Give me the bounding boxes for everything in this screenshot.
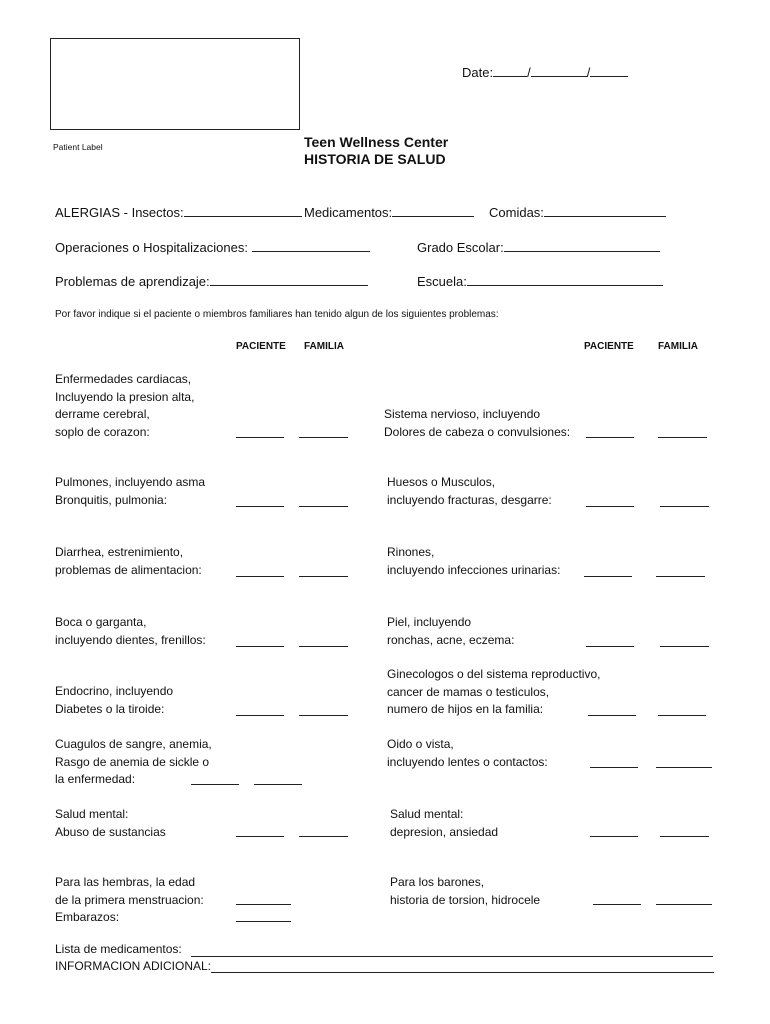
date-day-blank[interactable] xyxy=(531,65,587,77)
clinic-title: Teen Wellness Center xyxy=(304,134,449,150)
endocrine-family-blank[interactable] xyxy=(299,715,348,716)
additional-info-blank[interactable] xyxy=(211,972,714,973)
mental-patient-blank[interactable] xyxy=(590,836,638,837)
medications-allergy-field[interactable] xyxy=(304,205,474,220)
skin-family-blank[interactable] xyxy=(660,646,709,647)
school-blank[interactable] xyxy=(467,274,663,286)
date-field[interactable] xyxy=(462,65,628,80)
grade-label: Grado Escolar: xyxy=(417,240,504,255)
grade-field[interactable] xyxy=(417,240,660,255)
condition-right-skin: Piel, incluyendo ronchas, acne, eczema: xyxy=(387,615,515,647)
mouth-family-blank[interactable] xyxy=(299,646,348,647)
condition-right-gynecology: Ginecologos o del sistema reproductivo, cancer de mamas o testiculos, numero de hijos en la familia: xyxy=(387,667,601,716)
condition-right-kidneys: Rinones, incluyendo infecciones urinarias: xyxy=(387,545,561,577)
bones-family-blank[interactable] xyxy=(660,506,709,507)
school-label: Escuela: xyxy=(417,274,467,289)
learning-field[interactable] xyxy=(55,274,368,289)
condition-right-mental: Salud mental: depresion, ansiedad xyxy=(390,807,499,839)
kidneys-family-blank[interactable] xyxy=(656,576,705,577)
gyn-family-blank[interactable] xyxy=(658,715,706,716)
kidneys-patient-blank[interactable] xyxy=(584,576,632,577)
condition-left-lungs: Pulmones, incluyendo asma Bronquitis, pulmonia: xyxy=(55,475,206,507)
condition-right-ear-eye: Oido o vista, incluyendo lentes o contactos: xyxy=(387,737,548,769)
nervous-patient-blank[interactable] xyxy=(586,437,634,438)
lungs-family-blank[interactable] xyxy=(299,506,348,507)
condition-left-heart: Enfermedades cardiacas, Incluyendo la presion alta, derrame cerebral, soplo de corazon: xyxy=(55,372,195,439)
condition-left-blood: Cuagulos de sangre, anemia, Rasgo de anemia de sickle o la enfermedad: xyxy=(55,737,212,786)
bones-patient-blank[interactable] xyxy=(586,506,634,507)
pregnancies-blank[interactable] xyxy=(236,921,291,922)
col-family-right: FAMILIA xyxy=(658,341,698,352)
foods-allergy-field[interactable] xyxy=(489,205,666,220)
digestive-family-blank[interactable] xyxy=(299,576,348,577)
medication-list-blank[interactable] xyxy=(191,956,713,957)
school-field[interactable] xyxy=(417,274,663,289)
condition-left-females: Para las hembras, la edad de la primera menstruacion: Embarazos: xyxy=(55,875,204,924)
mouth-patient-blank[interactable] xyxy=(236,646,284,647)
condition-left-endocrine: Endocrino, incluyendo Diabetes o la tiroide: xyxy=(55,684,174,716)
instruction-text: Por favor indique si el paciente o miembros familiares han tenido algun de los siguientes problemas: xyxy=(55,309,499,320)
operations-blank[interactable] xyxy=(252,240,370,252)
heart-patient-blank[interactable] xyxy=(236,437,284,438)
condition-left-digestive: Diarrhea, estrenimiento, problemas de alimentacion: xyxy=(55,545,202,577)
substance-family-blank[interactable] xyxy=(299,836,348,837)
skin-patient-blank[interactable] xyxy=(586,646,634,647)
blood-patient-blank[interactable] xyxy=(191,784,239,785)
substance-patient-blank[interactable] xyxy=(236,836,284,837)
nervous-family-blank[interactable] xyxy=(658,437,707,438)
ear-eye-family-blank[interactable] xyxy=(656,767,712,768)
males-patient-blank[interactable] xyxy=(593,904,641,905)
foods-allergy-blank[interactable] xyxy=(544,205,666,217)
operations-field[interactable] xyxy=(55,240,370,255)
condition-right-males: Para los barones, historia de torsion, hidrocele xyxy=(390,875,541,907)
operations-label: Operaciones o Hospitalizaciones: xyxy=(55,240,248,255)
males-family-blank[interactable] xyxy=(656,904,712,905)
grade-blank[interactable] xyxy=(504,240,660,252)
allergies-insects-blank[interactable] xyxy=(184,205,302,217)
medication-list-label: Lista de medicamentos: xyxy=(55,942,182,956)
menstruation-age-blank[interactable] xyxy=(236,904,291,905)
additional-info-label: INFORMACION ADICIONAL: xyxy=(55,959,212,973)
mental-family-blank[interactable] xyxy=(660,836,709,837)
digestive-patient-blank[interactable] xyxy=(236,576,284,577)
col-patient-right: PACIENTE xyxy=(584,341,634,352)
condition-right-nervous: Sistema nervioso, incluyendo Dolores de cabeza o convulsiones: xyxy=(384,407,571,439)
condition-right-bones: Huesos o Musculos, incluyendo fracturas, desgarre: xyxy=(387,475,552,507)
allergies-insects-field[interactable] xyxy=(55,205,302,220)
condition-left-substance: Salud mental: Abuso de sustancias xyxy=(55,807,166,839)
ear-eye-patient-blank[interactable] xyxy=(590,767,638,768)
medications-allergy-blank[interactable] xyxy=(392,205,474,217)
col-family-left: FAMILIA xyxy=(304,341,344,352)
condition-left-mouth: Boca o garganta, incluyendo dientes, frenillos: xyxy=(55,615,206,647)
learning-blank[interactable] xyxy=(210,274,368,286)
blood-family-blank[interactable] xyxy=(254,784,302,785)
lungs-patient-blank[interactable] xyxy=(236,506,284,507)
date-year-blank[interactable] xyxy=(590,65,628,77)
patient-label-caption: Patient Label xyxy=(53,142,103,152)
heart-family-blank[interactable] xyxy=(299,437,348,438)
col-patient-left: PACIENTE xyxy=(236,341,286,352)
date-separator: / xyxy=(527,65,531,80)
date-separator: / xyxy=(586,65,591,80)
date-label: Date: xyxy=(462,65,494,80)
gyn-patient-blank[interactable] xyxy=(588,715,636,716)
foods-allergy-label: Comidas: xyxy=(489,205,544,220)
allergies-insects-label: ALERGIAS - Insectos: xyxy=(55,205,184,220)
learning-label: Problemas de aprendizaje: xyxy=(55,274,210,289)
date-month-blank[interactable] xyxy=(493,65,527,77)
form-title: HISTORIA DE SALUD xyxy=(304,151,446,167)
medications-allergy-label: Medicamentos: xyxy=(304,205,393,220)
patient-label-box[interactable] xyxy=(50,38,300,130)
endocrine-patient-blank[interactable] xyxy=(236,715,284,716)
